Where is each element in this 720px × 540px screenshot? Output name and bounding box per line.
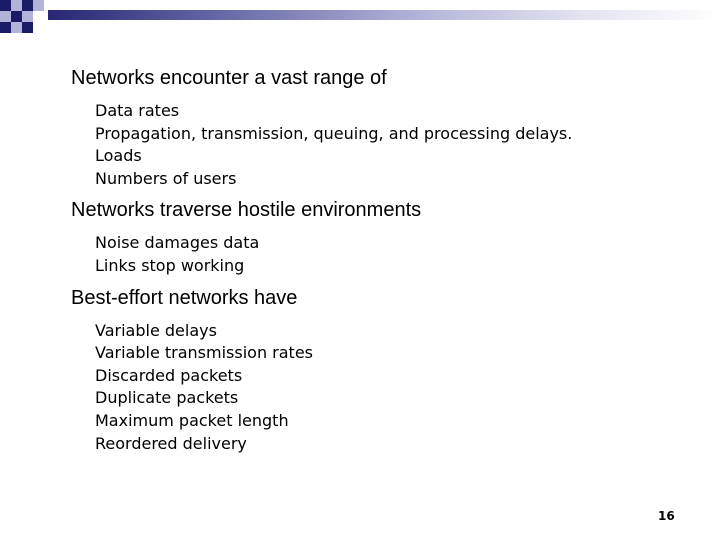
decor-square [22, 0, 33, 11]
list-item: Propagation, transmission, queuing, and processing delays. [95, 123, 573, 143]
bullet-list [95, 232, 691, 277]
section-heading: Networks encounter a vast range of [71, 67, 387, 89]
list-item: Noise damages data [95, 233, 260, 253]
bullet-list [95, 320, 691, 456]
decor-square [0, 22, 11, 33]
list-item: Numbers of users [95, 168, 237, 188]
decor-square [0, 0, 11, 11]
decor-square [22, 11, 33, 22]
decor-square [11, 11, 22, 22]
page-number: 16 [658, 509, 675, 523]
section-data-ranges [71, 64, 691, 190]
list-item: Data rates [95, 101, 180, 120]
decor-square [0, 11, 11, 22]
section-heading: Best-effort networks have [71, 286, 298, 309]
list-item: Loads [95, 146, 142, 166]
list-item: Variable transmission rates [95, 343, 313, 363]
slide-content [71, 64, 691, 461]
list-item: Variable delays [95, 320, 217, 340]
slide-decoration [0, 0, 720, 40]
decor-square [33, 0, 44, 11]
header-gradient-bar [48, 10, 720, 20]
section-hostile-environments [71, 196, 691, 277]
section-heading: Networks traverse hostile environments [71, 199, 422, 222]
list-item: Discarded packets [95, 365, 243, 385]
bullet-list [95, 100, 691, 190]
list-item: Reordered delivery [95, 433, 247, 453]
decor-square [11, 0, 22, 11]
list-item: Links stop working [95, 255, 245, 275]
section-best-effort [71, 284, 691, 456]
list-item: Maximum packet length [95, 410, 289, 430]
decor-square [11, 22, 22, 33]
list-item: Duplicate packets [95, 388, 239, 408]
decor-square [22, 22, 33, 33]
